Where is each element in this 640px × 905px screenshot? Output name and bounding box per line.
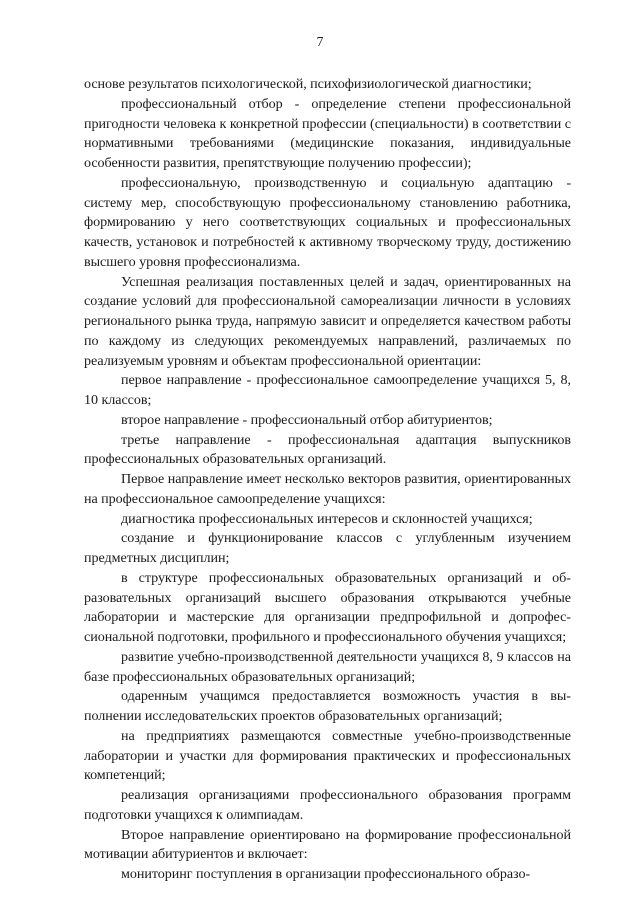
paragraph: реализация организациями профессионального образования программ подготовки учащихся к олимпиадам. <box>84 787 571 823</box>
paragraph: одаренным учащимся предоставляется возможность участия в выполнении исследовательских проектов образовательных организаций; <box>84 688 571 724</box>
paragraph: профессиональный отбор - определение степени профессиональной пригодности человека к конкретной профессии (специальности) в соответствии с нормативными требованиями (медицинские показания, индивидуальные особенности развития, препятствующие получению профессии); <box>84 95 571 171</box>
paragraph: диагностика профессиональных интересов и склонностей учащихся; <box>121 510 533 527</box>
page-number: 7 <box>316 34 324 49</box>
paragraph: профессиональную, производственную и социальную адаптацию - систему мер, способствующую профессиональному становлению работника, формированию у него соответствующих социальных и профессиональных качеств, установок и потребностей к активному творческому труду, достижению высшего уровня профессионализма. <box>84 174 571 270</box>
paragraph: первое направление - профессиональное самоопределение учащихся 5, 8, 10 классов; <box>84 372 571 408</box>
paragraph: Успешная реализация поставленных целей и задач, ориентированных на создание условий для профессиональной самореализации личности в условиях регионального рынка труда, напрямую зависит и определяется качеством работы по каждому из следующих рекомендуемых направлений, различаемых по реализуемым уровням и объектам профессиональной ориентации: <box>84 273 571 369</box>
paragraph: Второе направление ориентировано на формирование профессиональной мотивации абитуриентов и включает: <box>84 826 571 863</box>
paragraph: создание и функционирование классов с углубленным изучением предметных дисциплин; <box>84 530 571 566</box>
paragraph: на предприятиях размещаются совместные учебно-производственные лаборатории и участки для формирования практических и профессиональных компетенций; <box>84 727 571 784</box>
paragraph: в структуре профессиональных образовательных организаций и образовательных организаций высшего образования открываются учебные лаборатории и мастерские для организации предпрофильной и допрофессиональной подготовки, профильного и профессионального обучения учащихся; <box>84 569 571 645</box>
paragraph: второе направление - профессиональный отбор абитуриентов; <box>121 411 493 428</box>
paragraph: мониторинг поступления в организации профессионального образо- <box>121 866 531 882</box>
paragraph: третье направление - профессиональная адаптация выпускников профессиональных образовательных организаций. <box>84 431 571 468</box>
paragraph: основе результатов психологической, психофизиологической диагностики; <box>84 76 532 92</box>
paragraph: развитие учебно-производственной деятельности учащихся 8, 9 классов на базе профессиональных образовательных организаций; <box>84 648 571 685</box>
paragraph: Первое направление имеет несколько векторов развития, ориентированных на профессиональное самоопределение учащихся: <box>84 471 571 507</box>
document-body <box>84 75 571 885</box>
